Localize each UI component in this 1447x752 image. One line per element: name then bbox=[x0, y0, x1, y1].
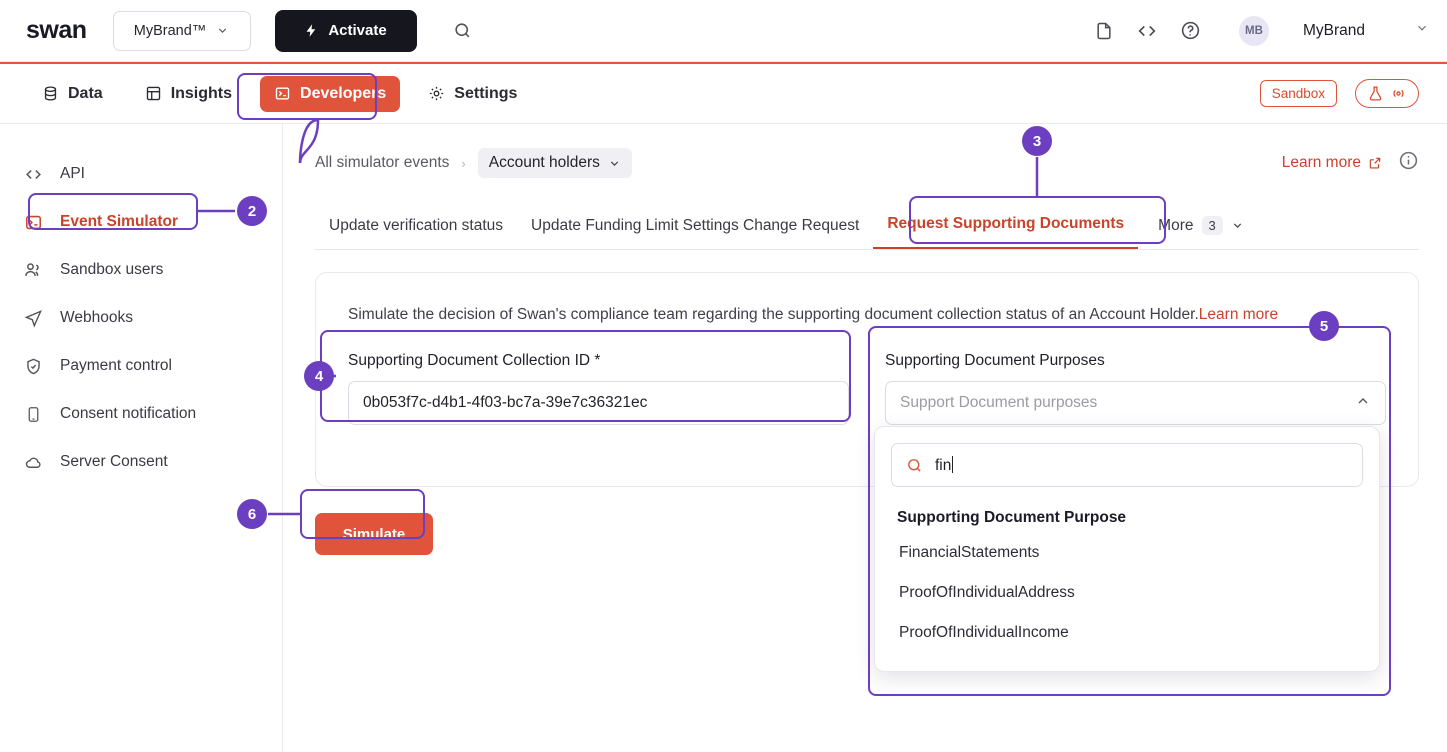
phone-icon bbox=[22, 405, 44, 424]
dropdown-option-proof-of-individual-address[interactable]: ProofOfIndividualAddress bbox=[899, 584, 1075, 601]
sidebar-item-server-consent-label: Server Consent bbox=[60, 453, 168, 470]
user-menu-chevron-down-icon[interactable] bbox=[1415, 21, 1429, 40]
learn-more-link[interactable] bbox=[1282, 154, 1382, 172]
breadcrumb-root[interactable]: All simulator events bbox=[315, 154, 450, 171]
text-cursor bbox=[952, 456, 953, 473]
broadcast-icon bbox=[1390, 85, 1407, 102]
flask-icon bbox=[1367, 85, 1384, 102]
sidebar-item-payment-control-label: Payment control bbox=[60, 357, 172, 374]
terminal-icon bbox=[274, 85, 291, 102]
bolt-icon bbox=[304, 23, 319, 38]
simulator-icon bbox=[22, 213, 44, 232]
purposes-select-placeholder: Support Document purposes bbox=[900, 394, 1098, 412]
dropdown-option-financial-statements[interactable]: FinancialStatements bbox=[899, 544, 1040, 561]
collection-id-label: Supporting Document Collection ID * bbox=[348, 352, 601, 370]
cloud-icon bbox=[22, 453, 44, 472]
sidebar-item-consent-notification[interactable] bbox=[0, 390, 282, 438]
info-icon[interactable] bbox=[1398, 150, 1419, 176]
card-description-text: Simulate the decision of Swan's compliance team regarding the supporting document collection status of an Account Holder. bbox=[348, 306, 1199, 323]
help-icon[interactable] bbox=[1180, 20, 1201, 41]
sandbox-badge[interactable]: Sandbox bbox=[1260, 80, 1337, 107]
sidebar-item-event-simulator-label: Event Simulator bbox=[60, 213, 178, 230]
user-name: MyBrand bbox=[1302, 21, 1365, 39]
annotation-step-3: 3 bbox=[1022, 126, 1052, 156]
tab-update-funding-limit[interactable]: Update Funding Limit Settings Change Request bbox=[531, 217, 860, 234]
code-icon bbox=[22, 165, 44, 184]
tab-more[interactable] bbox=[1138, 216, 1258, 249]
nav-right bbox=[1260, 79, 1419, 108]
annotation-step-6: 6 bbox=[237, 499, 267, 529]
chevron-down-icon bbox=[216, 24, 229, 37]
environment-toggle[interactable] bbox=[1355, 79, 1419, 108]
brand-selector-label: MyBrand™ bbox=[133, 22, 207, 39]
main-nav bbox=[0, 62, 1447, 124]
chevron-up-icon bbox=[1355, 393, 1371, 414]
avatar: MB bbox=[1239, 16, 1269, 46]
event-tabs bbox=[315, 202, 1419, 250]
document-icon[interactable] bbox=[1094, 20, 1114, 42]
top-bar-right bbox=[1094, 16, 1429, 46]
activate-button[interactable] bbox=[275, 10, 417, 52]
purposes-select[interactable] bbox=[885, 381, 1386, 425]
tab-more-label: More bbox=[1158, 216, 1194, 234]
gear-icon bbox=[428, 85, 445, 102]
top-bar bbox=[0, 0, 1447, 62]
brand-selector[interactable] bbox=[113, 11, 251, 51]
nav-item-settings-label: Settings bbox=[454, 84, 518, 102]
breadcrumb-current[interactable] bbox=[478, 148, 632, 178]
tab-more-count: 3 bbox=[1202, 216, 1223, 235]
send-icon bbox=[22, 309, 44, 328]
dropdown-search-text: fin bbox=[935, 456, 952, 474]
chevron-down-icon bbox=[608, 157, 621, 170]
search-icon bbox=[906, 457, 923, 474]
sidebar-item-sandbox-users[interactable] bbox=[0, 246, 282, 294]
grid-icon bbox=[145, 85, 162, 102]
nav-item-data-label: Data bbox=[68, 84, 103, 102]
form-fields bbox=[348, 352, 1386, 425]
nav-item-insights[interactable] bbox=[131, 76, 246, 112]
field-purposes bbox=[885, 352, 1386, 425]
swan-logo: swan bbox=[26, 16, 87, 44]
external-link-icon bbox=[1368, 156, 1382, 170]
database-icon bbox=[42, 85, 59, 102]
dropdown-option-proof-of-individual-income[interactable]: ProofOfIndividualIncome bbox=[899, 624, 1069, 641]
annotation-step-4: 4 bbox=[304, 361, 334, 391]
sidebar-item-api[interactable] bbox=[0, 150, 282, 198]
card-description bbox=[348, 303, 1386, 326]
collection-id-input[interactable] bbox=[348, 381, 849, 425]
code-icon[interactable] bbox=[1136, 20, 1158, 42]
purposes-dropdown-panel bbox=[874, 426, 1380, 672]
nav-item-settings[interactable] bbox=[414, 76, 531, 112]
field-collection-id bbox=[348, 352, 849, 425]
search-icon[interactable] bbox=[453, 21, 472, 40]
dropdown-search-field[interactable] bbox=[891, 443, 1363, 487]
nav-item-data[interactable] bbox=[28, 76, 117, 112]
activate-button-label: Activate bbox=[328, 22, 387, 39]
annotation-step-5: 5 bbox=[1309, 311, 1339, 341]
annotation-step-2: 2 bbox=[237, 196, 267, 226]
dropdown-search-value bbox=[935, 456, 953, 475]
users-icon bbox=[22, 260, 44, 280]
breadcrumb-separator: › bbox=[461, 155, 466, 171]
card-description-link[interactable]: Learn more bbox=[1198, 306, 1279, 323]
breadcrumb bbox=[315, 148, 1419, 178]
tab-update-verification-status[interactable]: Update verification status bbox=[329, 217, 504, 234]
nav-item-developers-label: Developers bbox=[300, 84, 387, 102]
nav-item-insights-label: Insights bbox=[170, 84, 233, 102]
breadcrumb-right bbox=[1282, 150, 1419, 176]
nav-item-developers[interactable] bbox=[260, 76, 400, 112]
sidebar-item-api-label: API bbox=[60, 165, 85, 182]
dropdown-group-title: Supporting Document Purpose bbox=[897, 509, 1127, 526]
sidebar-item-sandbox-users-label: Sandbox users bbox=[60, 261, 164, 278]
breadcrumb-current-label: Account holders bbox=[488, 154, 600, 171]
chevron-down-icon bbox=[1231, 219, 1244, 232]
sidebar-item-payment-control[interactable] bbox=[0, 342, 282, 390]
sidebar-item-webhooks-label: Webhooks bbox=[60, 309, 133, 326]
simulate-button[interactable]: Simulate bbox=[315, 513, 433, 555]
sidebar-item-webhooks[interactable] bbox=[0, 294, 282, 342]
tab-request-supporting-documents[interactable]: Request Supporting Documents bbox=[873, 215, 1138, 249]
shield-icon bbox=[22, 357, 44, 376]
sidebar-item-consent-notification-label: Consent notification bbox=[60, 405, 197, 422]
learn-more-label: Learn more bbox=[1281, 154, 1361, 171]
sidebar-item-server-consent[interactable] bbox=[0, 438, 282, 486]
purposes-label: Supporting Document Purposes bbox=[885, 352, 1105, 370]
